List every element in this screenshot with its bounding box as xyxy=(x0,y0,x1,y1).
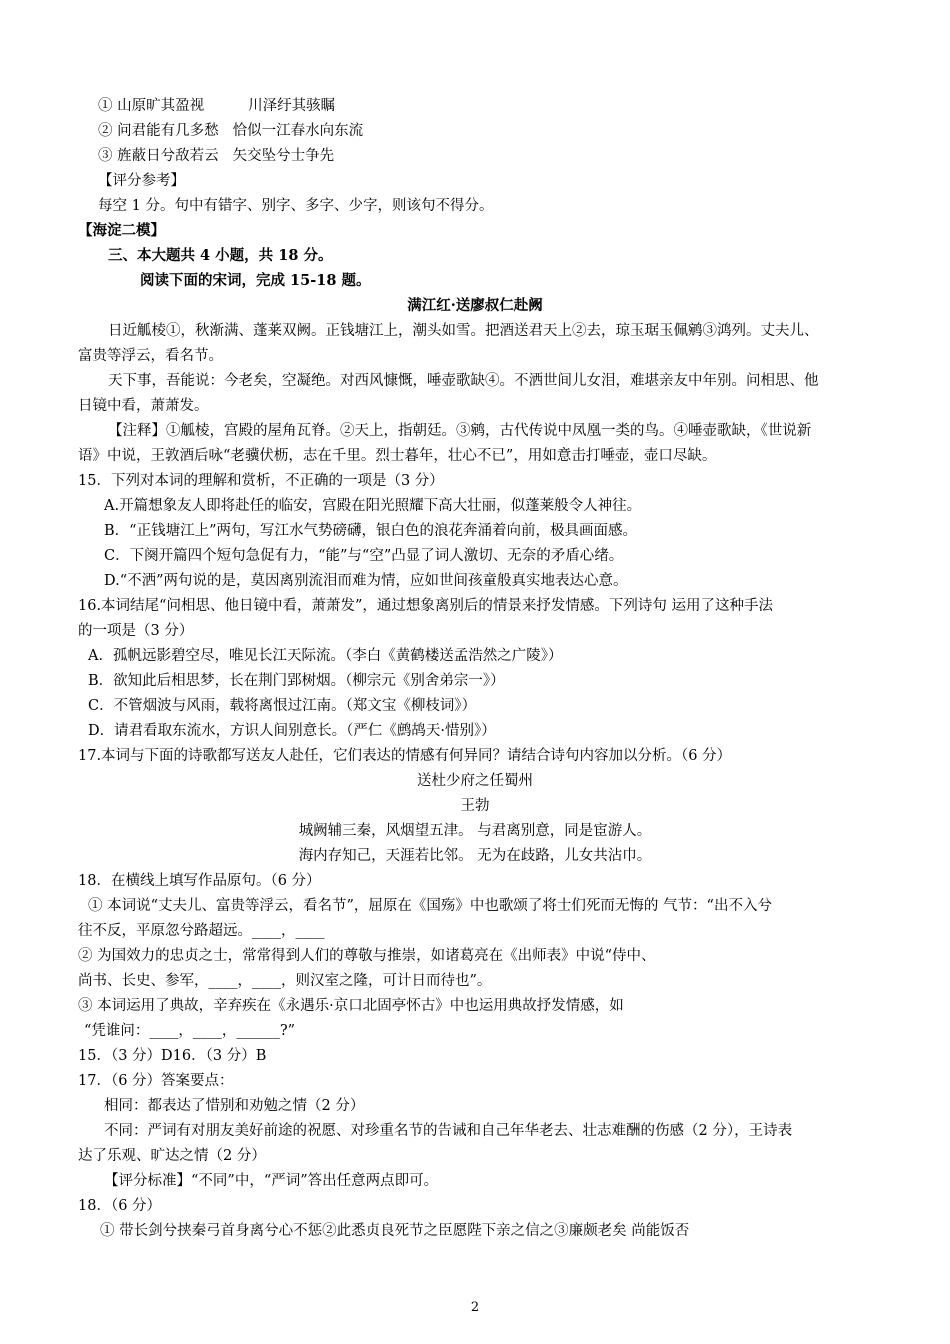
q17-poem-author: 王勃 xyxy=(460,798,490,814)
q18-item3-line2: “凭谁问：____，____，______?” xyxy=(84,1023,296,1039)
q15-option-c: C．下阕开篇四个短句急促有力，“能”与“空”凸显了词人激切、无奈的矛盾心绪。 xyxy=(104,548,624,564)
q16-stem-line2: 的一项是（3 分） xyxy=(78,623,194,639)
answer-15-16: 15．（3 分）D16．（3 分）B xyxy=(78,1048,267,1064)
answer-line-3 xyxy=(98,146,334,166)
answer-18-text: ① 带长剑兮挟秦弓首身离兮心不惩②此悉贞良死节之臣愿陛下亲之信之③廉颇老矣 尚能饭否 xyxy=(100,1223,690,1239)
section-heading: 三、本大题共 4 小题，共 18 分。 xyxy=(108,247,333,264)
q15-option-a: A.开篇想象友人即将赴任的临安，宫殿在阳光照耀下高大壮丽，似蓬莱般令人神往。 xyxy=(104,498,642,514)
q17-stem: 17.本词与下面的诗歌都写送友人赴任，它们表达的情感有何异同？请结合诗句内容加以分析。（6 分） xyxy=(78,748,732,764)
answer-17-same: 相同：都表达了惜别和劝勉之情（2 分） xyxy=(104,1098,365,1114)
page-number: 2 xyxy=(470,1300,480,1315)
answer-18-heading: 18．（6 分） xyxy=(78,1198,162,1214)
q18-stem: 18．在横线上填写作品原句。（6 分） xyxy=(78,873,321,889)
poem-notes-line1: 【注释】①觚棱，宫殿的屋角瓦脊。②天上，指朝廷。③鹓，古代传说中凤凰一类的鸟。④唾壶歌缺，《世说新 xyxy=(108,423,812,439)
answer-3a: ③ 旌蔽日兮敌若云 xyxy=(98,148,219,164)
q15-option-d: D.“不洒”两句说的是，莫因离别流泪而难为情，应如世间孩童般真实地表达心意。 xyxy=(104,573,628,589)
q16-option-a: A．孤帆远影碧空尽，唯见长江天际流。（李白《黄鹤楼送孟浩然之广陵》） xyxy=(88,648,563,664)
poem-p2-line2: 日镜中看，萧萧发。 xyxy=(78,398,209,414)
section-tag: 【海淀二模】 xyxy=(78,222,165,239)
answer-17-heading: 17．（6 分）答案要点： xyxy=(78,1073,234,1089)
poem-p1-line2: 富贵等浮云，看名节。 xyxy=(78,348,223,364)
answer-2b: 恰似一江春水向东流 xyxy=(232,123,364,139)
poem-p2-line1: 天下事，吾能说：今老矣，空凝绝。对西风慷慨，唾壶歌缺④。不洒世间儿女泪，难堪亲友中年别。问相思、他 xyxy=(108,373,819,389)
q18-item2-line2: 尚书、长史、参军，____，____，则汉室之隆，可计日而待也”。 xyxy=(78,973,492,989)
q15-stem: 15．下列对本词的理解和赏析，不正确的一项是（3 分） xyxy=(78,473,444,489)
answer-17-diff-line2: 达了乐观、旷达之情（2 分） xyxy=(78,1148,266,1164)
q18-item2-line1: ② 为国效力的忠贞之士，常常得到人们的尊敬与推崇，如诸葛亮在《出师表》中说“侍中、 xyxy=(78,948,656,964)
answer-3b: 矢交坠兮士争先 xyxy=(232,148,335,164)
q16-stem-line1: 16.本词结尾“问相思、他日镜中看，萧萧发”，通过想象离别后的情景来抒发情感。下列诗句 运用了这种手法 xyxy=(78,598,773,614)
scoring-ref-title: 【评分参考】 xyxy=(98,173,185,189)
answer-1a: ① 山原旷其盈视 xyxy=(98,98,205,114)
poem-p1-line1: 日近觚棱①，秋渐满、蓬莱双阙。正钱塘江上，潮头如雪。把酒送君天上②去，琼玉琚玉佩鹓③鸿列。丈夫儿、 xyxy=(108,323,819,339)
q17-poem-line2: 海内存知己，天涯若比邻。 无为在歧路，儿女共沾巾。 xyxy=(298,848,652,864)
q18-item3-line1: ③ 本词运用了典故，辛弃疾在《永遇乐·京口北固亭怀古》中也运用典故抒发情感，如 xyxy=(78,998,624,1014)
answer-17-standard: 【评分标准】“不同”中，“严词”答出任意两点即可。 xyxy=(104,1173,439,1189)
section-instruction: 阅读下面的宋词，完成 15-18 题。 xyxy=(140,272,371,289)
answer-17-diff-line1: 不同：严词有对朋友美好前途的祝愿、对珍重名节的告诫和自己年华老去、壮志难酬的伤感（2 分），王诗表 xyxy=(104,1123,793,1139)
q17-poem-line1: 城阙辅三秦，风烟望五津。 与君离别意，同是宦游人。 xyxy=(298,823,652,839)
q16-option-b: B．欲知此后相思梦，长在荆门郢树烟。（柳宗元《别舍弟宗一》） xyxy=(88,673,505,689)
scoring-ref-text: 每空 1 分。句中有错字、别字、多字、少字，则该句不得分。 xyxy=(98,198,494,214)
q16-option-c: C．不管烟波与风雨，载将离恨过江南。（郑文宝《柳枝词》） xyxy=(88,698,477,714)
answer-line-1 xyxy=(98,96,335,116)
q18-item1-line1: ① 本词说“丈夫儿、富贵等浮云，看名节”，屈原在《国殇》中也歌颂了将士们死而无悔的 气节：“出不入兮 xyxy=(88,898,772,914)
q15-option-b: B．“正钱塘江上”两句，写江水气势磅礴，银白色的浪花奔涌着向前，极具画面感。 xyxy=(104,523,637,539)
answer-1b: 川泽纡其骇瞩 xyxy=(248,98,336,114)
answer-line-2 xyxy=(98,121,363,141)
q17-poem-title: 送杜少府之任蜀州 xyxy=(417,773,533,789)
q18-item1-line2: 往不反，平原忽兮路超远。____，____ xyxy=(78,923,325,939)
q16-option-d: D．请君看取东流水，方识人间别意长。（严仁《鹧鸪天·惜别》） xyxy=(88,723,496,739)
answer-2a: ② 问君能有几多愁 xyxy=(98,123,219,139)
poem-title: 满江红·送廖叔仁赴阙 xyxy=(407,297,543,314)
poem-notes-line2: 语》中说，王敦酒后咏“老骥伏枥，志在千里。烈士暮年，壮心不已”，用如意击打唾壶，壶口尽缺。 xyxy=(78,448,717,464)
